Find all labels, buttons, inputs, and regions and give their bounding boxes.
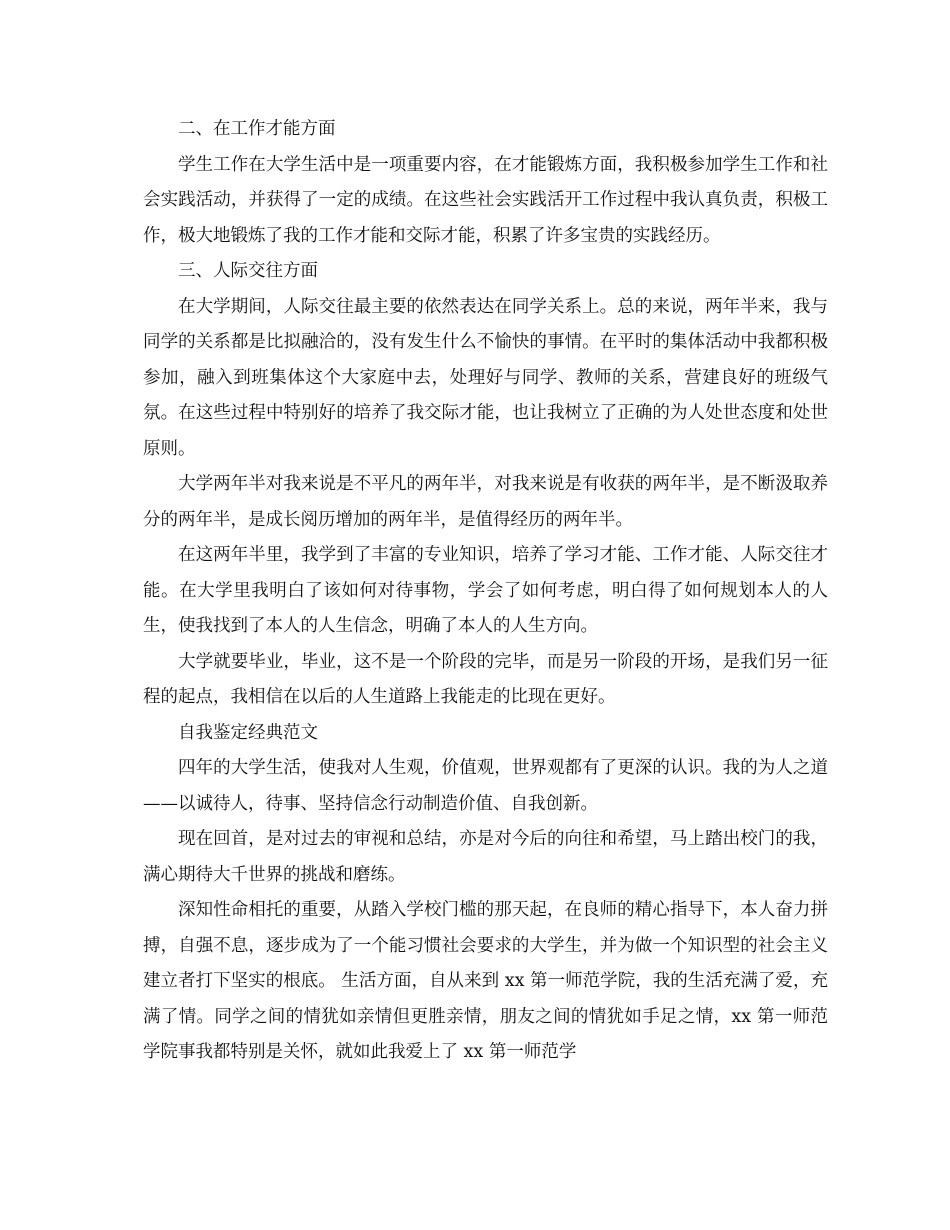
paragraph-looking-back: 现在回首，是对过去的审视和总结，亦是对今后的向往和希望，马上踏出校门的我，满心期待大千世界的挑战和磨练。: [143, 829, 828, 885]
paragraph-knowledge-gained: 在这两年半里，我学到了丰富的专业知识，培养了学习才能、工作才能、人际交往才能。在大学里我明白了该如何对待事物，学会了如何考虑，明白得了如何规划本人的人生，使我找到了本人的人生信念，明确了本人的人生方向。: [143, 545, 828, 636]
paragraph-graduation: 大学就要毕业，毕业，这不是一个阶段的完毕，而是另一阶段的开场，是我们另一征程的起点，我相信在以后的人生道路上我能走的比现在更好。: [143, 651, 828, 707]
paragraph-two-and-half-years: 大学两年半对我来说是不平凡的两年半，对我来说是有收获的两年半，是不断汲取养分的两年半，是成长阅历增加的两年半，是值得经历的两年半。: [143, 474, 828, 530]
paragraph-interpersonal: 在大学期间，人际交往最主要的依然表达在同学关系上。总的来说，两年半来，我与同学的关系都是比拟融洽的，没有发生什么不愉快的事情。在平时的集体活动中我都积极参加，融入到班集体这个大家庭中去，处理好与同学、教师的关系，营建良好的班级气氛。在这些过程中特别好的培养了我交际才能，也让我树立了正确的为人处世态度和处世原则。: [143, 296, 828, 459]
paragraph-four-years: 四年的大学生活，使我对人生观，价值观，世界观都有了更深的认识。我的为人之道——以诚待人，待事、坚持信念行动制造价值、自我创新。: [143, 758, 828, 814]
section-heading-work-ability: 二、在工作才能方面: [178, 119, 336, 139]
paragraph-work-ability: 学生工作在大学生活中是一项重要内容，在才能锻炼方面，我积极参加学生工作和社会实践活动，并获得了一定的成绩。在这些社会实践活开工作过程中我认真负责，积极工作，极大地锻炼了我的工作才能和交际才能，积累了许多宝贵的实践经历。: [143, 154, 828, 246]
section-heading-self-appraisal: 自我鉴定经典范文: [178, 722, 318, 743]
paragraph-life-aspect: 深知性命相托的重要，从踏入学校门槛的那天起，在良师的精心指导下，本人奋力拼搏，自强不息，逐步成为了一个能习惯社会要求的大学生，并为做一个知识型的社会主义建立者打下坚实的根底。 生活方面，自从来到 xx 第一师范学院，我的生活充满了爱，充满了情。同学之间的情犹如亲情但更胜亲情，朋友之间的情犹如手足之情，xx 第一师范学院事我都特别是关怀，就如此我爱上了 xx 第一师范学: [143, 900, 828, 1062]
section-heading-interpersonal: 三、人际交往方面: [178, 261, 318, 281]
document-page: [143, 112, 828, 1071]
